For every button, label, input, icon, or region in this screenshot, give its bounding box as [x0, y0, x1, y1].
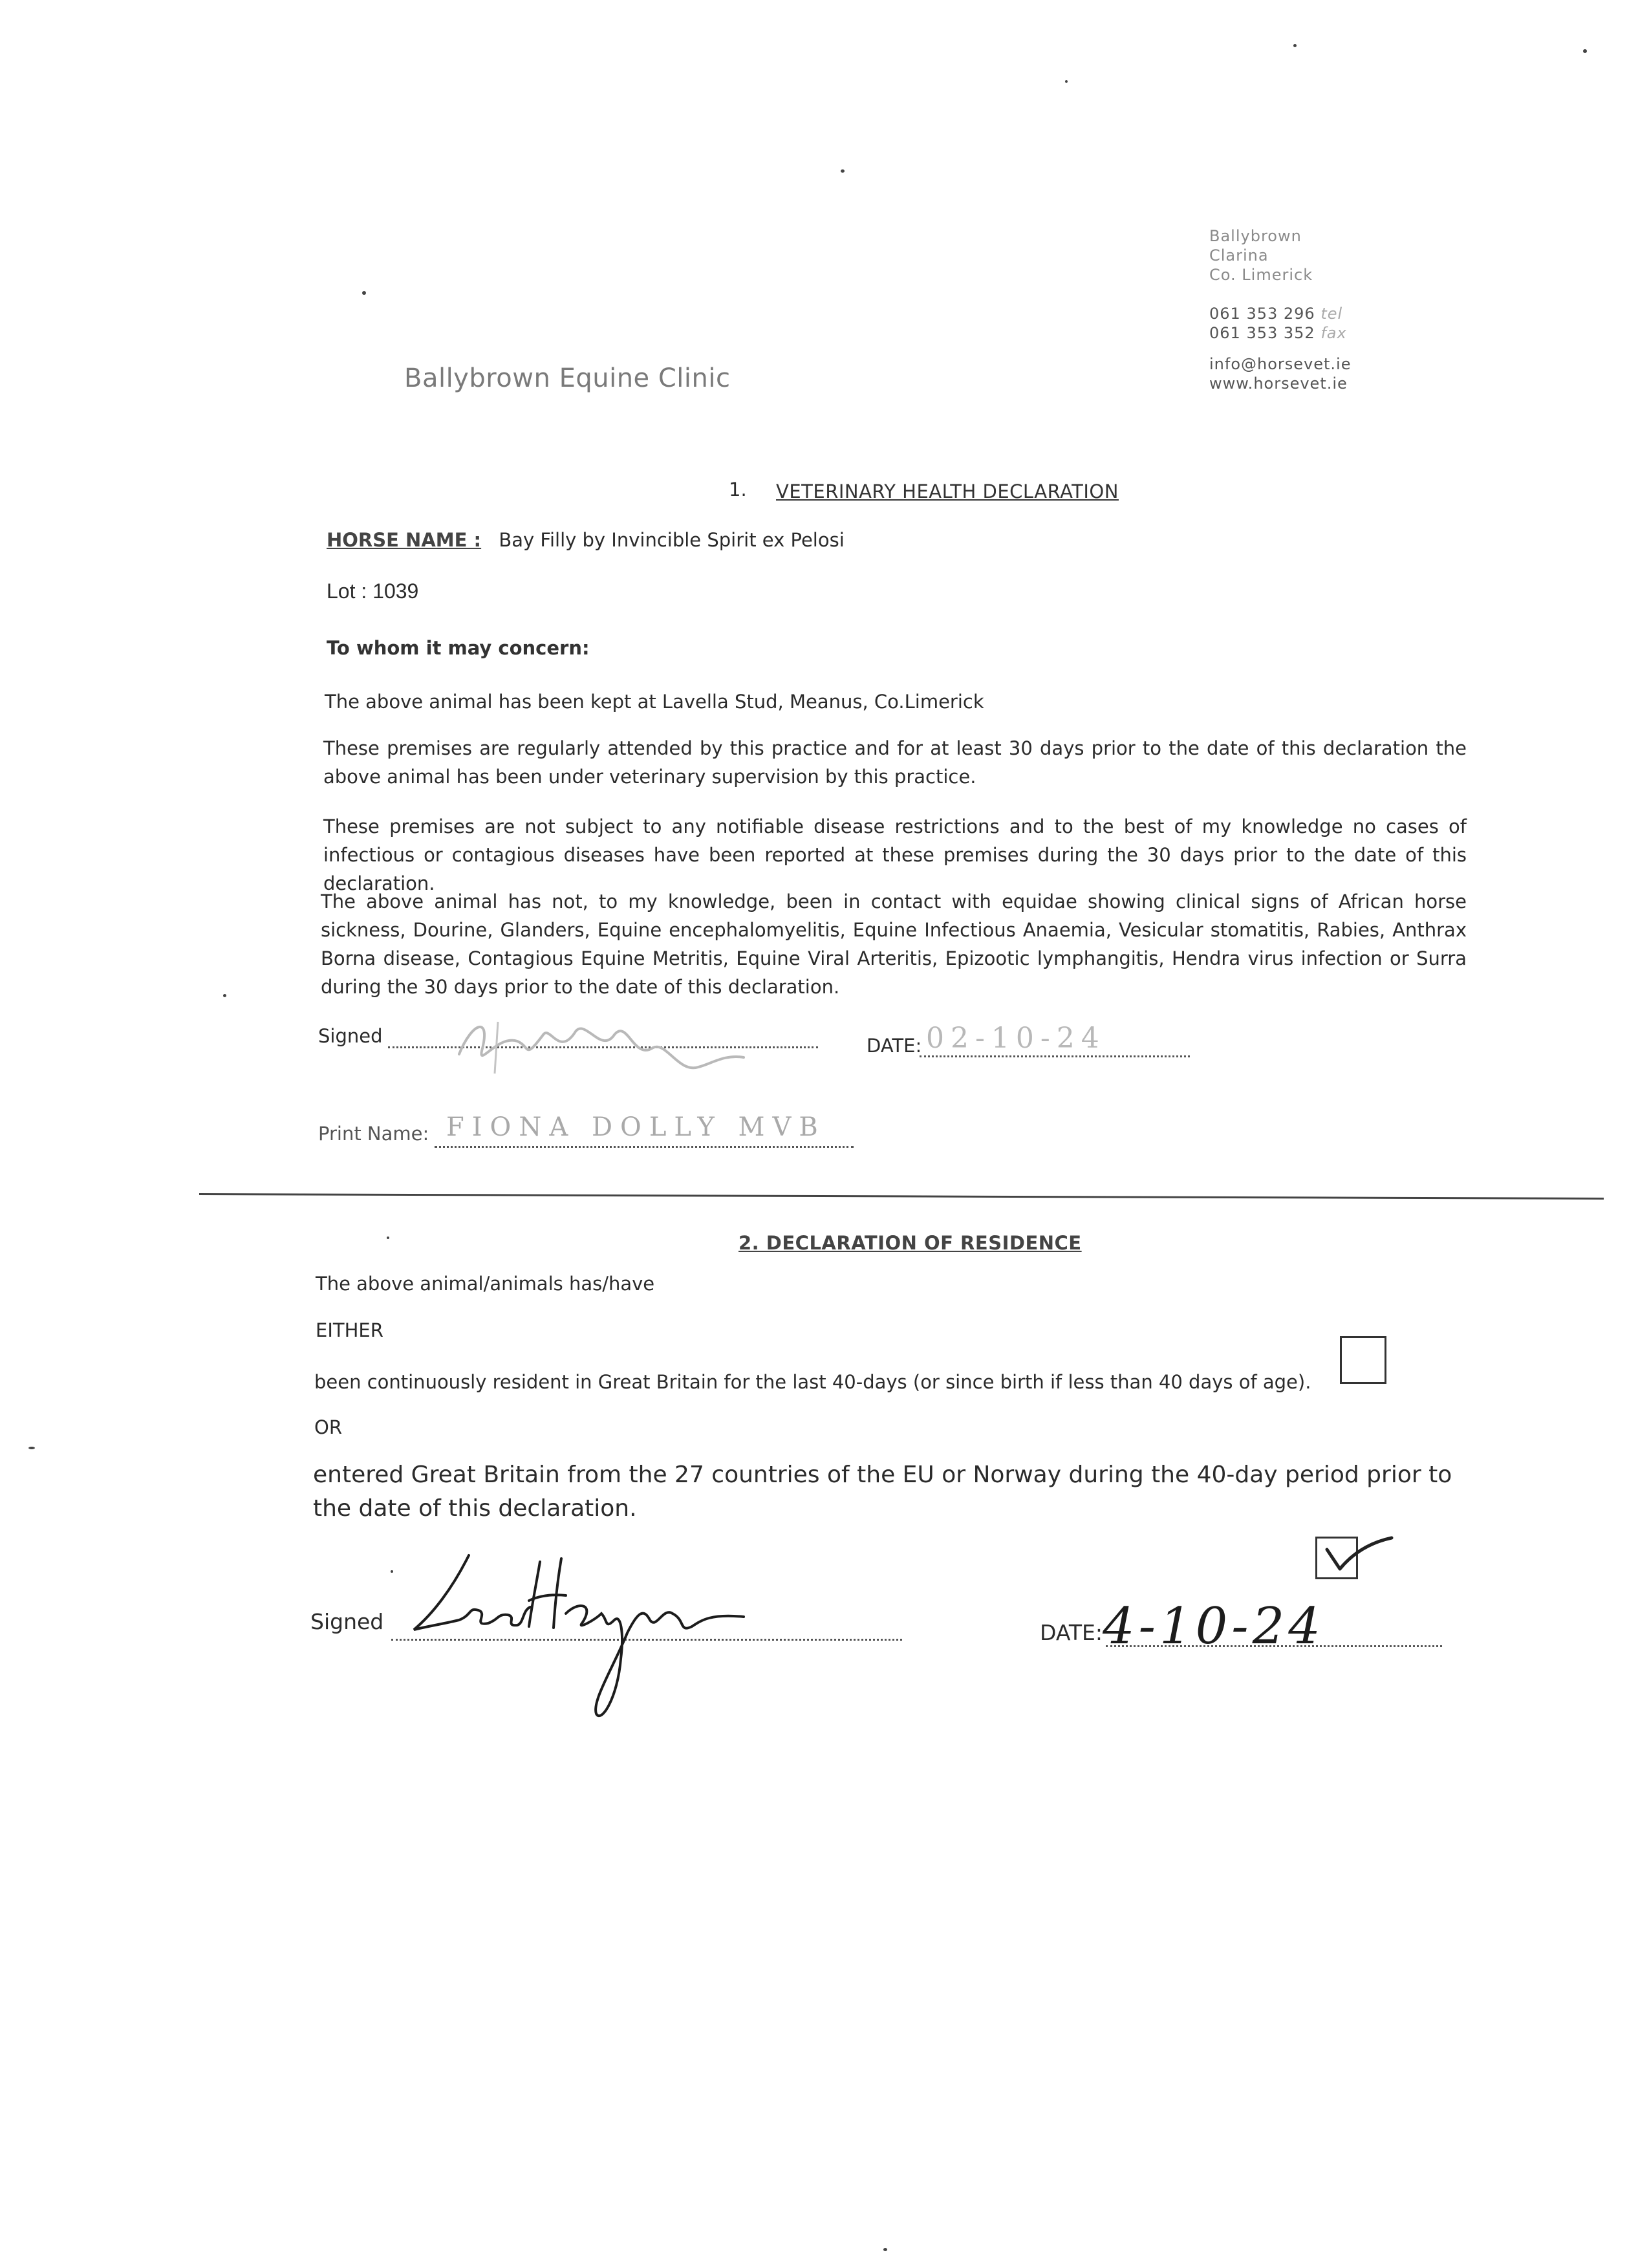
paragraph-restrictions: These premises are not subject to any notifiable disease restrictions and to the best of my knowledge no cases of infectious or contagious diseases have been reported at these premises during the 30 days prior to the date of this declaration.: [323, 815, 1467, 894]
horse-name-value: Bay Filly by Invincible Spirit ex Pelosi: [499, 529, 845, 551]
fax-line: [1209, 323, 1351, 343]
address-line-1: Ballybrown: [1209, 227, 1302, 245]
vet-signature: [420, 996, 821, 1086]
lot-number: Lot : 1039: [327, 579, 419, 603]
clinic-website: www.horsevet.ie: [1209, 374, 1348, 393]
horse-name-label: HORSE NAME :: [327, 529, 482, 551]
checkmark-icon: [1319, 1535, 1397, 1581]
phone-line: [1209, 304, 1351, 323]
salutation: To whom it may concern:: [327, 637, 590, 659]
clinic-contacts: [1209, 304, 1351, 393]
paragraph-diseases: The above animal has not, to my knowledge, been in contact with equidae showing clinical signs of African horse sickness, Dourine, Glanders, Equine encephalomyelitis, Equine Infectious Anaemia, Vesicular stomatitis, Rabies, Anthrax Borna disease, Contagious Equine Metritis, Equine Viral Arteritis, Epizootic lymphangitis, Hendra virus infection or Surra during the 30 days prior to the date of this declaration.: [321, 891, 1467, 998]
section-divider: [199, 1193, 1604, 1200]
option2-text: entered Great Britain from the 27 countries of the EU or Norway during the 40-day period prior to the date of this declaration.: [313, 1462, 1452, 1522]
owner-date-handwritten: 4-10-24: [1103, 1597, 1324, 1656]
clinic-email: info@horsevet.ie: [1209, 355, 1352, 373]
owner-date-label: DATE:: [1040, 1620, 1103, 1645]
horse-name-row: [327, 529, 845, 551]
or-label: OR: [314, 1416, 342, 1438]
vet-date-handwritten: 02-10-24: [926, 1022, 1106, 1055]
option1-text: been continuously resident in Great Britain for the last 40-days (or since birth if less than 40 days of age).: [314, 1371, 1311, 1393]
section1-title: VETERINARY HEALTH DECLARATION: [776, 481, 1119, 502]
either-label: EITHER: [316, 1319, 383, 1341]
phone-label: tel: [1320, 305, 1343, 323]
fax-number: 061 353 352: [1209, 324, 1315, 342]
print-name-handwritten: FIONA DOLLY MVB: [446, 1112, 826, 1142]
vet-signed-label: Signed: [318, 1025, 383, 1047]
section2-title: 2. DECLARATION OF RESIDENCE: [738, 1232, 1082, 1254]
address-line-3: Co. Limerick: [1209, 266, 1313, 284]
kept-at-statement: The above animal has been kept at Lavella Stud, Meanus, Co.Limerick: [325, 691, 984, 713]
section2-intro: The above animal/animals has/have: [316, 1273, 655, 1295]
phone-number: 061 353 296: [1209, 305, 1315, 323]
address-line-2: Clarina: [1209, 246, 1269, 265]
option1-checkbox[interactable]: [1340, 1336, 1386, 1384]
owner-signature: [407, 1542, 770, 1730]
print-name-label: Print Name:: [318, 1123, 429, 1145]
clinic-address: [1209, 226, 1313, 285]
paragraph-supervision: These premises are regularly attended by this practice and for at least 30 days prior to the date of this declaration the above animal has been under veterinary supervision by this practice.: [323, 737, 1467, 788]
vet-date-label: DATE:: [867, 1035, 922, 1057]
section1-number: 1.: [729, 479, 747, 501]
clinic-name: Ballybrown Equine Clinic: [404, 363, 731, 393]
owner-signed-label: Signed: [310, 1609, 384, 1634]
fax-label: fax: [1320, 324, 1347, 342]
